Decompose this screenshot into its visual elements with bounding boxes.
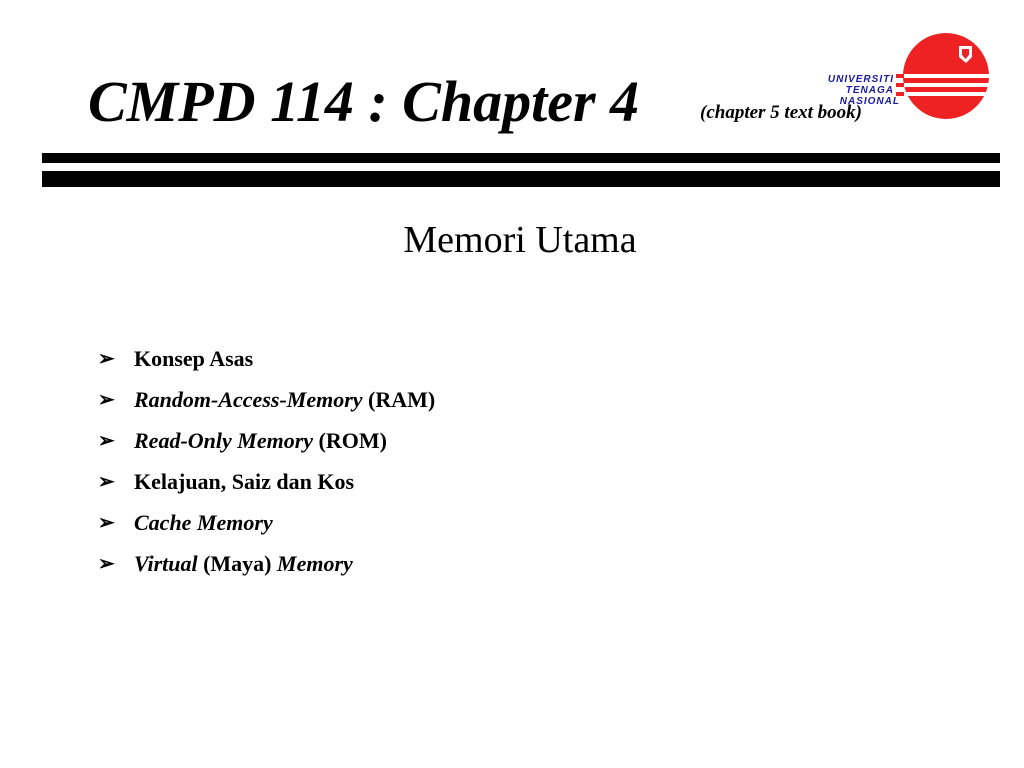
bullet-item: [98, 379, 435, 420]
header-rule-bottom: [42, 171, 1000, 187]
bullet-text-italic: Cache Memory: [134, 509, 273, 535]
bullet-text-italic: Virtual: [134, 550, 198, 576]
logo-stripes: [896, 74, 904, 96]
header-rule-top: [42, 153, 1000, 163]
arrow-bullet-icon: ➢: [98, 430, 115, 452]
arrow-bullet-icon: ➢: [98, 389, 115, 411]
bullet-item: [98, 461, 435, 502]
bullet-item: [98, 502, 435, 543]
bullet-text: (RAM): [362, 386, 436, 412]
bullet-text: Kelajuan, Saiz dan Kos: [134, 468, 355, 494]
logo-circle: [896, 33, 992, 119]
bullet-text: Konsep Asas: [134, 345, 254, 371]
arrow-bullet-icon: ➢: [98, 471, 115, 493]
arrow-bullet-icon: ➢: [98, 512, 115, 534]
logo-text-line1: UNIVERSITI: [827, 74, 894, 85]
logo-text-line2: TENAGA: [845, 85, 894, 96]
bullet-item: [98, 420, 435, 461]
slide-title: CMPD 114 : Chapter 4: [88, 69, 640, 134]
logo-text-line3: NASIONAL: [839, 96, 900, 107]
arrow-bullet-icon: ➢: [98, 348, 115, 370]
bullet-text-italic: Random-Access-Memory: [134, 386, 363, 412]
slide-heading: Memori Utama: [403, 219, 637, 261]
bullet-item: [98, 543, 435, 584]
bullet-text: (Maya): [197, 550, 278, 576]
bullet-text-italic: Read-Only Memory: [134, 427, 314, 453]
arrow-bullet-icon: ➢: [98, 553, 115, 575]
bullet-list: [98, 338, 435, 584]
bullet-text: (ROM): [313, 427, 387, 453]
slide-title-note: (chapter 5 text book): [700, 102, 863, 123]
bullet-item: [98, 338, 435, 379]
bullet-text-italic: Memory: [277, 550, 353, 576]
